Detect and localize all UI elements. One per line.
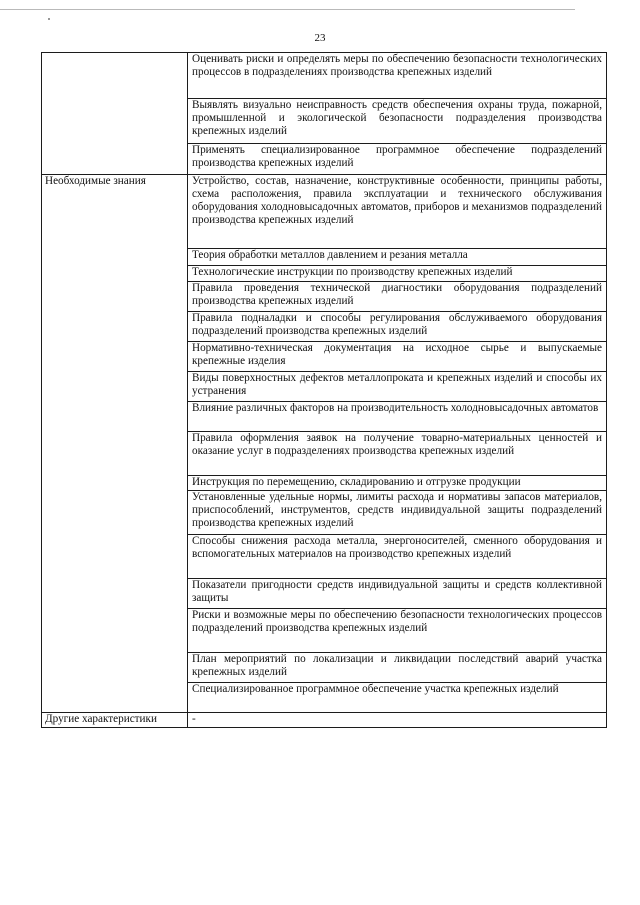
knowledge-item: Показатели пригодности средств индивидуальной защиты и средств коллективной защиты [188, 579, 607, 609]
skill-item: Оценивать риски и определять меры по обеспечению безопасности технологических процессов в подразделениях производства крепежных изделий [188, 53, 607, 99]
characteristics-table [41, 52, 607, 728]
skill-item: Применять специализированное программное обеспечение подразделений производства крепежных изделий [188, 144, 607, 175]
knowledge-item: Риски и возможные меры по обеспечению безопасности технологических процессов подразделений производства крепежных изделий [188, 609, 607, 653]
knowledge-item: Способы снижения расхода металла, энергоносителей, сменного оборудования и вспомогательных материалов на производство крепежных изделий [188, 535, 607, 579]
knowledge-item: Влияние различных факторов на производительность холодновысадочных автоматов [188, 402, 607, 432]
other-characteristics-value: - [188, 713, 607, 728]
knowledge-item: Специализированное программное обеспечение участка крепежных изделий [188, 683, 607, 713]
knowledge-item: Теория обработки металлов давлением и резания металла [188, 249, 607, 266]
table-row [42, 175, 607, 249]
knowledge-item: Инструкция по перемещению, складированию и отгрузке продукции [188, 476, 607, 491]
knowledge-item: Установленные удельные нормы, лимиты расхода и нормативы запасов материалов, приспособлений, инструментов, средств индивидуальной защиты подразделений производства крепежных изделий [188, 491, 607, 535]
knowledge-item: Правила оформления заявок на получение товарно-материальных ценностей и оказание услуг в подразделениях производства крепежных изделий [188, 432, 607, 476]
other-characteristics-label: Другие характеристики [42, 713, 188, 728]
continued-label-cell [42, 53, 188, 175]
knowledge-item: Устройство, состав, назначение, конструктивные особенности, принципы работы, схема расположения, правила эксплуатации и технического обслуживания оборудования холодновысадочных автоматов, приборов и механизмов подразделений производства крепежных изделий [188, 175, 607, 249]
knowledge-label: Необходимые знания [42, 175, 188, 713]
scan-top-line [0, 9, 575, 10]
knowledge-item: Виды поверхностных дефектов металлопроката и крепежных изделий и способы их устранения [188, 372, 607, 402]
page-number: 23 [314, 32, 326, 44]
knowledge-item: Нормативно-техническая документация на исходное сырье и выпускаемые крепежные изделия [188, 342, 607, 372]
knowledge-item: Правила проведения технической диагностики оборудования подразделений производства крепежных изделий [188, 282, 607, 312]
knowledge-item: Правила подналадки и способы регулирования обслуживаемого оборудования подразделений производства крепежных изделий [188, 312, 607, 342]
scan-speck [48, 18, 50, 20]
knowledge-item: План мероприятий по локализации и ликвидации последствий аварий участка крепежных изделий [188, 653, 607, 683]
skill-item: Выявлять визуально неисправность средств обеспечения охраны труда, пожарной, промышленной и экологической безопасности подразделения производства крепежных изделий [188, 99, 607, 144]
table-row [42, 53, 607, 99]
table-row [42, 713, 607, 728]
knowledge-item: Технологические инструкции по производству крепежных изделий [188, 266, 607, 282]
